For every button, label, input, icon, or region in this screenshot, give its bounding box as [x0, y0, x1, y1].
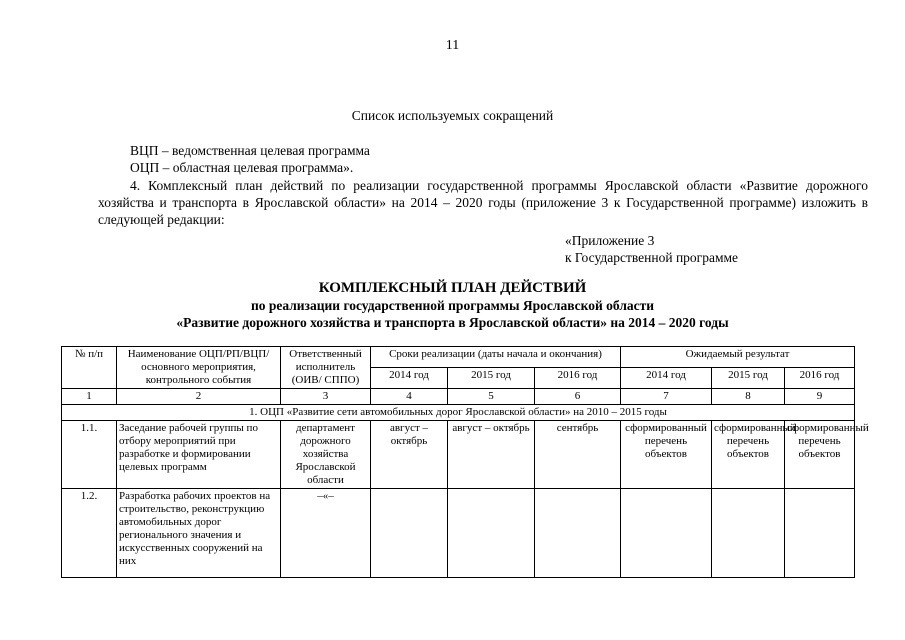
- row-executor: департамент дорожного хозяйства Ярославской области: [281, 421, 371, 489]
- header-result-2014: 2014 год: [621, 368, 712, 389]
- row-term-2015: [448, 489, 535, 578]
- row-term-2016: [535, 489, 621, 578]
- header-name: Наименование ОЦП/РП/ВЦП/ основного мероприятия, контрольного события: [117, 347, 281, 389]
- appendix-note: [565, 232, 738, 266]
- row-name: Разработка рабочих проектов на строительство, реконструкцию автомобильных дорог регионального значения и искусственных сооружений на них: [117, 489, 281, 578]
- row-name: Заседание рабочей группы по отбору мероприятий при разработке и формировании целевых программ: [117, 421, 281, 489]
- row-term-2014: август – октябрь: [371, 421, 448, 489]
- abbreviation-vcp: ВЦП – ведомственная целевая программа: [130, 143, 370, 158]
- row-executor: –«–: [281, 489, 371, 578]
- column-number: 5: [448, 389, 535, 405]
- header-terms: Сроки реализации (даты начала и окончания): [371, 347, 621, 368]
- section-row-title: 1. ОЦП «Развитие сети автомобильных дорог Ярославской области» на 2010 – 2015 годы: [62, 405, 855, 421]
- row-term-2015: август – октябрь: [448, 421, 535, 489]
- header-term-2015: 2015 год: [448, 368, 535, 389]
- section-title: Список используемых сокращений: [351, 108, 554, 123]
- column-number: 2: [117, 389, 281, 405]
- column-number: 9: [785, 389, 855, 405]
- row-result-2014: сформированный перечень объектов: [621, 421, 712, 489]
- plan-subheading-1: по реализации государственной программы Ярославской области: [250, 298, 655, 313]
- column-number: 6: [535, 389, 621, 405]
- header-executor: Ответственный исполнитель (ОИВ/ СППО): [281, 347, 371, 389]
- header-result: Ожидаемый результат: [621, 347, 855, 368]
- row-term-2014: [371, 489, 448, 578]
- table-row: [62, 421, 855, 489]
- header-term-2016: 2016 год: [535, 368, 621, 389]
- appendix-note-line1: «Приложение 3: [565, 233, 655, 248]
- column-number: 8: [712, 389, 785, 405]
- header-result-2015: 2015 год: [712, 368, 785, 389]
- paragraph-4: 4. Комплексный план действий по реализации государственной программы Ярославской области «Развитие дорожного хозяйства и транспорта в Ярославской области» на 2014 – 2020 годы (приложение 3 к Государственной программе) изложить в следующей редакции:: [98, 178, 868, 227]
- column-number: 7: [621, 389, 712, 405]
- plan-heading: КОМПЛЕКСНЫЙ ПЛАН ДЕЙСТВИЙ: [318, 280, 587, 296]
- table-header-row: [62, 347, 855, 368]
- action-plan-table: [61, 346, 869, 578]
- column-number-row: [62, 389, 855, 405]
- row-num: 1.2.: [62, 489, 117, 578]
- row-result-2016: сформированный перечень объектов: [785, 421, 855, 489]
- row-result-2015: сформированный перечень объектов: [712, 421, 785, 489]
- table-row: [62, 489, 855, 578]
- row-result-2015: [712, 489, 785, 578]
- column-number: 4: [371, 389, 448, 405]
- page-number: 11: [445, 38, 460, 53]
- row-result-2016: [785, 489, 855, 578]
- row-term-2016: сентябрь: [535, 421, 621, 489]
- plan-subheading-2: «Развитие дорожного хозяйства и транспорта в Ярославской области» на 2014 – 2020 годы: [176, 315, 729, 330]
- header-num: № п/п: [62, 347, 117, 389]
- column-number: 3: [281, 389, 371, 405]
- header-result-2016: 2016 год: [785, 368, 855, 389]
- section-row: [62, 405, 855, 421]
- row-num: 1.1.: [62, 421, 117, 489]
- header-term-2014: 2014 год: [371, 368, 448, 389]
- column-number: 1: [62, 389, 117, 405]
- row-result-2014: [621, 489, 712, 578]
- abbreviation-ocp: ОЦП – областная целевая программа».: [130, 160, 354, 175]
- appendix-note-line2: к Государственной программе: [565, 250, 739, 265]
